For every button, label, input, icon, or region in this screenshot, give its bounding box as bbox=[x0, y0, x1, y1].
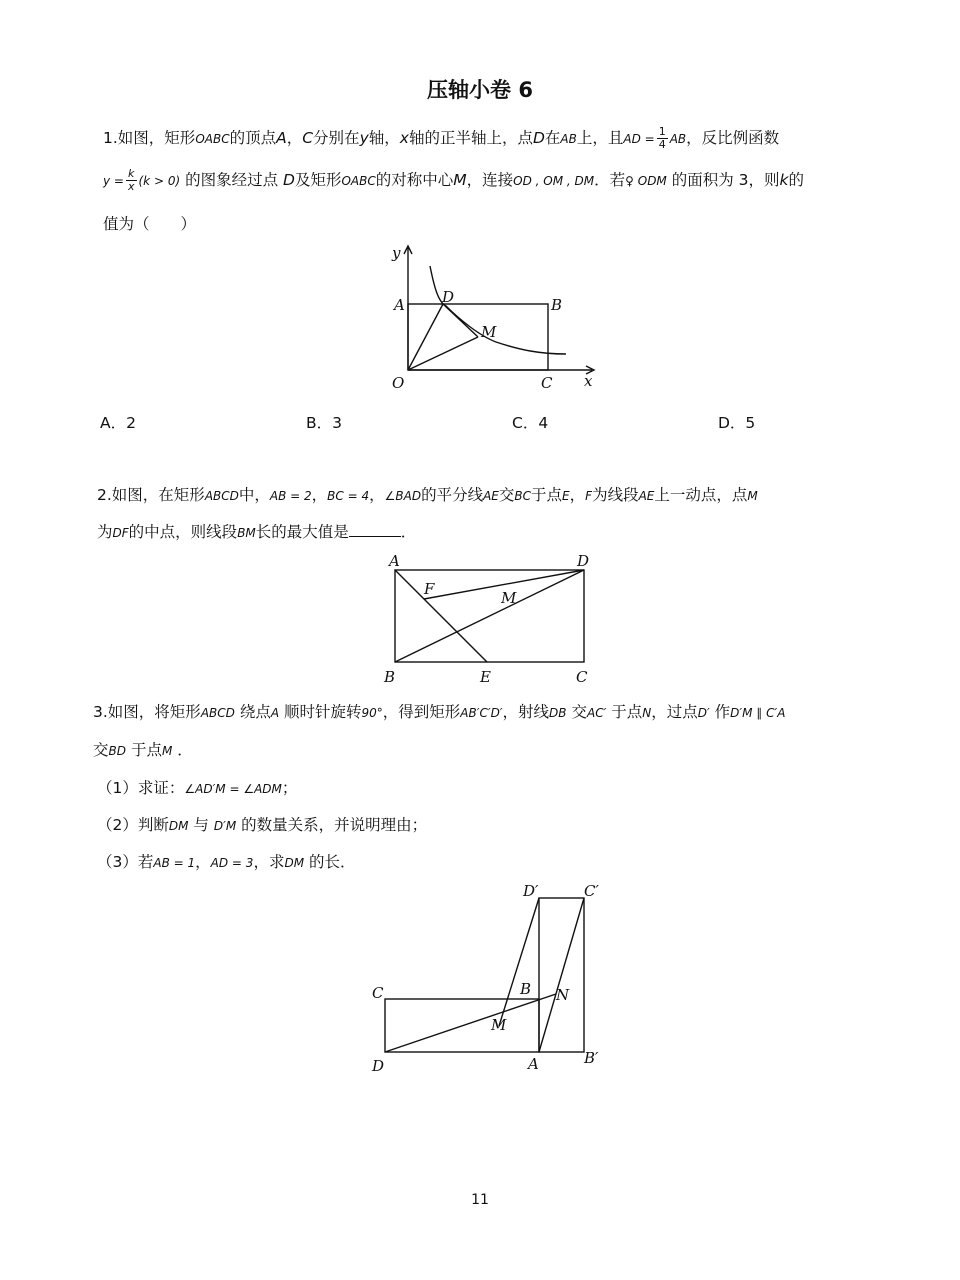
label-m: M bbox=[481, 323, 497, 341]
q2-line-1: 2.如图，在矩形ABCD中，AB = 2，BC = 4，∠BAD的平分线AE交BC于点E，F为线段AE上一动点，点M bbox=[97, 486, 758, 504]
q1-choice-a: A．2 bbox=[100, 414, 136, 432]
q1-figure bbox=[370, 236, 610, 406]
page-title: 压轴小卷 6 bbox=[427, 78, 533, 102]
fraction-k-over-x: $\frac{k}{x}$ bbox=[127, 167, 135, 193]
q1-choice-b: B．3 bbox=[306, 414, 342, 432]
q1-line-2: y = $\frac{k}{x}$ (k > 0) 的图象经过点 D及矩形OABC的对称中心M，连接OD , OM , DM．若♀ ODM 的面积为 3，则k的 bbox=[103, 167, 805, 193]
label-d-prime: D′ bbox=[523, 882, 539, 900]
ray-db bbox=[385, 994, 556, 1052]
label-d: D bbox=[577, 552, 590, 570]
label-x: x bbox=[584, 372, 593, 390]
label-m: M bbox=[491, 1016, 507, 1034]
label-b: B bbox=[520, 980, 532, 998]
segment-ac-prime bbox=[539, 898, 584, 1052]
segment-od bbox=[408, 304, 443, 370]
q1-choice-d: D．5 bbox=[718, 414, 756, 432]
q3-figure bbox=[362, 870, 622, 1082]
label-c: C bbox=[576, 668, 588, 686]
label-e: E bbox=[480, 668, 491, 686]
page-number: 11 bbox=[471, 1192, 489, 1208]
label-d: D bbox=[442, 288, 455, 306]
segment-om bbox=[408, 337, 478, 370]
q2-line-2: 为DF的中点，则线段BM长的最大值是 ． bbox=[97, 523, 417, 541]
segment-dm bbox=[443, 304, 478, 337]
label-a: A bbox=[528, 1055, 539, 1073]
q1-line-3: 值为（ ） bbox=[103, 215, 197, 233]
answer-blank[interactable] bbox=[349, 522, 401, 537]
label-n: N bbox=[556, 986, 570, 1004]
q3-part-1: （1）求证：∠AD′M = ∠ADM； bbox=[97, 779, 298, 797]
label-d: D bbox=[372, 1057, 385, 1075]
hyperbola-curve bbox=[430, 266, 566, 354]
q3-part-3: （3）若AB = 1，AD = 3，求DM 的长． bbox=[97, 853, 356, 871]
q3-line-2: 交BD 于点M ． bbox=[93, 741, 193, 759]
q1-choice-c: C．4 bbox=[512, 414, 549, 432]
q3-part-2: （2）判断DM 与 D′M 的数量关系，并说明理由； bbox=[97, 816, 428, 834]
label-m: M bbox=[501, 589, 517, 607]
segment-ae bbox=[395, 570, 487, 662]
label-f: F bbox=[424, 580, 435, 598]
label-c: C bbox=[372, 984, 384, 1002]
q1-line-1: 1.如图，矩形OABC的顶点A，C分别在y轴，x轴的正半轴上，点D在AB上，且AD = $\frac{1}{4}$ AB，反比例函数 bbox=[103, 125, 780, 151]
label-b: B bbox=[384, 668, 396, 686]
q3-line-1: 3.如图，将矩形ABCD 绕点A 顺时针旋转90°，得到矩形AB′C′D′，射线DB 交AC′ 于点N，过点D′ 作D′M ∥ C′A bbox=[93, 703, 786, 721]
label-a: A bbox=[389, 552, 400, 570]
q2-figure bbox=[380, 546, 600, 688]
label-b-prime: B′ bbox=[584, 1049, 599, 1067]
label-o: O bbox=[392, 374, 405, 392]
label-c: C bbox=[541, 374, 553, 392]
label-b: B bbox=[551, 296, 563, 314]
fraction-one-quarter: $\frac{1}{4}$ bbox=[658, 125, 666, 151]
label-y: y bbox=[392, 244, 401, 262]
label-a: A bbox=[394, 296, 405, 314]
label-c-prime: C′ bbox=[584, 882, 599, 900]
